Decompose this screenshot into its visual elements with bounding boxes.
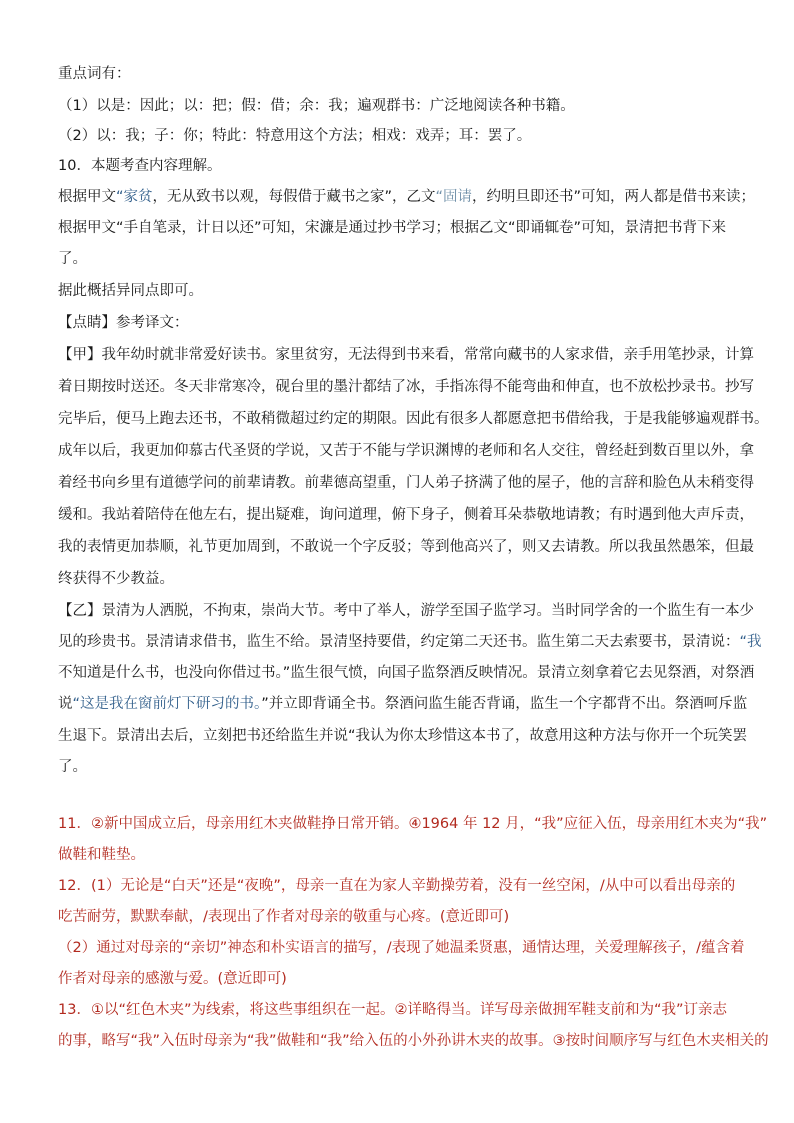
translation-jia-line: 完毕后，便马上跑去还书，不敢稍微超过约定的期限。因此有很多人都愿意把书借给我，于是我能够遍观群书。 (58, 411, 769, 427)
answer-11-line: 做鞋和鞋垫。 (58, 847, 145, 863)
answer-13-line: 13．①以“红色木夹”为线索，将这些事组织在一起。②详略得当。详写母亲做拥军鞋支前和为“我”订亲志 (58, 1002, 727, 1018)
text-span: 神态和朴实语言的描写，/表现了她温柔贤惠，通情达理，关爱理解孩子，/蕴含着 (227, 940, 745, 956)
key-words-item-1: （1）以是：因此；以：把；假：借；余：我；遍观群书：广泛地阅读各种书籍。 (58, 98, 575, 114)
quote-span: “这是我在窗前灯下研习的书。 (72, 696, 262, 712)
text-span: ”并立即背诵全书。祭酒问监生能否背诵，监生一个字都背不出。祭酒呵斥监 (261, 696, 748, 712)
answer-10-line (58, 187, 755, 207)
answer-10-summary: 据此概括异同点即可。 (58, 283, 203, 299)
translation-jia-line: 成年以后，我更加仰慕古代圣贤的学说，又苦于不能与学识渊博的老师和名人交往，曾经赶到数百里以外，拿 (58, 443, 754, 459)
dianjing-heading: 【点睛】参考译文： (58, 315, 189, 331)
answer-10-line: 了。 (58, 251, 87, 267)
translation-yi-line (58, 694, 747, 714)
translation-yi-line: 【乙】景清为人洒脱，不拘束，崇尚大节。考中了举人，游学至国子监学习。当时同学舍的一个监生有一本少 (58, 603, 754, 619)
answer-12-line: 12．(1）无论是“白天”还是“夜晚”，母亲一直在为家人辛勤操劳着，没有一丝空闲，/从中可以看出母亲的 (58, 878, 736, 894)
quote-span: “我” (130, 1033, 161, 1049)
text-span: ，无从致书以观，每假借于藏书之家”，乙文 (152, 189, 436, 205)
text-span: ，约明旦即还书”可知，两人都是借书来读； (472, 189, 756, 205)
text-span: 做鞋和 (276, 1033, 321, 1049)
key-words-item-2: （2）以：我；子：你；特此：特意用这个方法；相戏：戏弄；耳：罢了。 (58, 128, 532, 144)
text-span: （2）通过对母亲的 (58, 940, 184, 956)
translation-jia-line: 终获得不少教益。 (58, 571, 174, 587)
answer-12-line: 作者对母亲的感激与爱。(意近即可) (58, 971, 287, 987)
text-span: 给入伍的小外孙讲木夹的故事。③按时间顺序写与红色木夹相关的 (349, 1033, 769, 1049)
quote-span: “固请 (435, 189, 473, 205)
translation-yi-line: 不知道是什么书，也没向你借过书。”监生很气愤，向国子监祭酒反映情况。景清立刻拿着它去见祭酒，对祭酒 (58, 665, 755, 681)
translation-jia-line: 【甲】我年幼时就非常爱好读书。家里贫穷，无法得到书来看，常常向藏书的人家求借，亲手用笔抄录，计算 (58, 347, 754, 363)
quote-span: “亲切” (183, 940, 228, 956)
translation-jia-line: 缓和。我站着陪侍在他左右，提出疑难，询问道理，俯下身子，侧着耳朵恭敬地请教；有时遇到他大声斥责， (58, 507, 754, 523)
quote-span: “家贫 (116, 189, 153, 205)
translation-jia-line: 着日期按时送还。冬天非常寒冷，砚台里的墨汁都结了冰，手指冻得不能弯曲和伸直，也不放松抄录书。抄写 (58, 379, 754, 395)
translation-yi-line (58, 632, 762, 652)
text-span: 入伍时母亲为 (160, 1033, 248, 1049)
answer-10-line: 根据甲文“手自笔录，计日以还”可知，宋濂是通过抄书学习；根据乙文“即诵辄卷”可知，景清把书背下来 (58, 220, 727, 236)
quote-span: “我” (320, 1033, 350, 1049)
answer-12-line: 吃苦耐劳，默默奉献，/表现出了作者对母亲的敬重与心疼。(意近即可) (58, 909, 510, 925)
translation-yi-line: 了。 (58, 759, 87, 775)
answer-13-line (58, 1031, 769, 1051)
text-span: 根据甲文 (58, 189, 116, 205)
answer-12-line (58, 938, 745, 958)
translation-jia-line: 我的表情更加恭顺，礼节更加周到，不敢说一个字反驳；等到他高兴了，则又去请教。所以我虽然愚笨，但最 (58, 539, 754, 555)
text-span: 的事，略写 (58, 1033, 131, 1049)
answer-11-line: 11．②新中国成立后，母亲用红木夹做鞋挣日常开销。④1964 年 12 月，“我”应征入伍，母亲用红木夹为“我” (58, 816, 768, 832)
text-span: 说 (58, 696, 73, 712)
question-10-heading: 10．本题考查内容理解。 (58, 158, 222, 174)
text-span: 见的珍贵书。景清请求借书，监生不给。景清坚持要借，约定第二天还书。监生第二天去索要书，景清说： (58, 634, 740, 650)
quote-span: “我” (247, 1033, 277, 1049)
quote-span: “我 (739, 634, 762, 650)
key-words-heading: 重点词有： (58, 66, 131, 82)
translation-yi-line: 生退下。景清出去后，立刻把书还给监生并说“我认为你太珍惜这本书了，故意用这种方法与你开一个玩笑罢 (58, 728, 748, 744)
translation-jia-line: 着经书向乡里有道德学问的前辈请教。前辈德高望重，门人弟子挤满了他的屋子，他的言辞和脸色从未稍变得 (58, 475, 754, 491)
